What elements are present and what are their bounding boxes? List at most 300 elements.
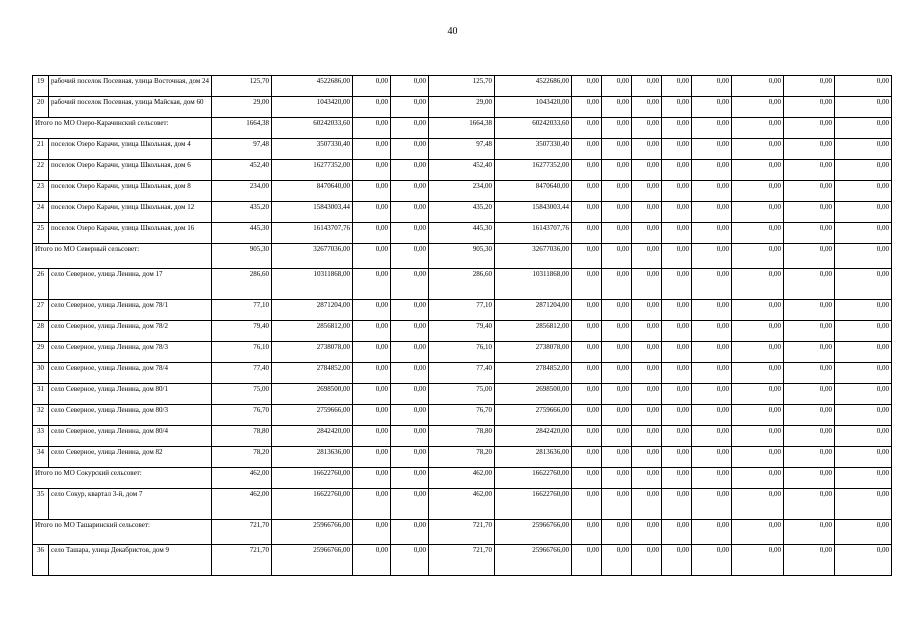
value-cell: 0,00 [662, 269, 692, 300]
value-cell: 0,00 [835, 545, 892, 576]
value-cell: 77,40 [429, 363, 495, 384]
value-cell: 0,00 [391, 76, 429, 97]
value-cell: 2813636,00 [272, 447, 353, 468]
value-cell: 0,00 [692, 223, 732, 244]
value-cell: 0,00 [732, 520, 784, 545]
value-cell: 234,00 [429, 181, 495, 202]
row-number: 36 [33, 545, 49, 576]
value-cell: 0,00 [572, 139, 602, 160]
row-number: 32 [33, 405, 49, 426]
value-cell: 0,00 [602, 269, 632, 300]
value-cell: 0,00 [632, 405, 662, 426]
value-cell: 0,00 [391, 468, 429, 489]
value-cell: 0,00 [391, 269, 429, 300]
address-cell: рабочий поселок Посевная, улица Майская, дом 60 [49, 97, 212, 118]
address-cell: поселок Озеро Карачи, улица Школьная, дом 16 [49, 223, 212, 244]
value-cell: 0,00 [732, 447, 784, 468]
value-cell: 0,00 [391, 97, 429, 118]
table-row [33, 489, 892, 520]
value-cell: 0,00 [391, 321, 429, 342]
value-cell: 3507330,40 [495, 139, 572, 160]
value-cell: 0,00 [692, 76, 732, 97]
value-cell: 76,10 [429, 342, 495, 363]
value-cell: 286,60 [429, 269, 495, 300]
value-cell: 0,00 [572, 520, 602, 545]
row-number: 28 [33, 321, 49, 342]
value-cell: 2784852,00 [495, 363, 572, 384]
value-cell: 0,00 [835, 447, 892, 468]
value-cell: 0,00 [353, 520, 391, 545]
value-cell: 0,00 [692, 384, 732, 405]
value-cell: 721,70 [212, 545, 272, 576]
value-cell: 0,00 [353, 76, 391, 97]
value-cell: 0,00 [732, 160, 784, 181]
value-cell: 0,00 [692, 139, 732, 160]
value-cell: 0,00 [632, 300, 662, 321]
value-cell: 2871204,00 [272, 300, 353, 321]
value-cell: 0,00 [732, 342, 784, 363]
table-row [33, 426, 892, 447]
value-cell: 76,10 [212, 342, 272, 363]
value-cell: 0,00 [353, 97, 391, 118]
value-cell: 0,00 [632, 160, 662, 181]
value-cell: 0,00 [632, 545, 662, 576]
value-cell: 78,20 [429, 447, 495, 468]
value-cell: 0,00 [353, 139, 391, 160]
value-cell: 78,80 [212, 426, 272, 447]
value-cell: 0,00 [391, 300, 429, 321]
value-cell: 10311868,00 [495, 269, 572, 300]
value-cell: 0,00 [353, 447, 391, 468]
value-cell: 0,00 [784, 202, 835, 223]
value-cell: 60242033,60 [495, 118, 572, 139]
value-cell: 16277352,00 [272, 160, 353, 181]
value-cell: 0,00 [632, 223, 662, 244]
value-cell: 0,00 [602, 118, 632, 139]
value-cell: 0,00 [784, 300, 835, 321]
value-cell: 0,00 [784, 342, 835, 363]
value-cell: 0,00 [662, 244, 692, 269]
value-cell: 0,00 [391, 384, 429, 405]
value-cell: 0,00 [835, 223, 892, 244]
row-number: 35 [33, 489, 49, 520]
value-cell: 0,00 [632, 426, 662, 447]
value-cell: 445,30 [212, 223, 272, 244]
value-cell: 1043420,00 [495, 97, 572, 118]
value-cell: 721,70 [212, 520, 272, 545]
value-cell: 16622760,00 [495, 489, 572, 520]
value-cell: 0,00 [391, 342, 429, 363]
value-cell: 0,00 [353, 202, 391, 223]
table-row [33, 300, 892, 321]
table-row [33, 97, 892, 118]
value-cell: 0,00 [662, 181, 692, 202]
value-cell: 0,00 [391, 160, 429, 181]
value-cell: 125,70 [429, 76, 495, 97]
value-cell: 721,70 [429, 545, 495, 576]
value-cell: 0,00 [784, 244, 835, 269]
value-cell: 0,00 [391, 426, 429, 447]
value-cell: 0,00 [692, 520, 732, 545]
value-cell: 0,00 [353, 321, 391, 342]
value-cell: 0,00 [602, 202, 632, 223]
value-cell: 60242033,60 [272, 118, 353, 139]
value-cell: 0,00 [662, 118, 692, 139]
value-cell: 0,00 [602, 97, 632, 118]
value-cell: 78,80 [429, 426, 495, 447]
value-cell: 0,00 [353, 545, 391, 576]
value-cell: 0,00 [732, 118, 784, 139]
value-cell: 0,00 [662, 468, 692, 489]
subtotal-label: Итого по МО Северный сельсовет: [33, 244, 212, 269]
value-cell: 32677036,00 [495, 244, 572, 269]
address-cell: село Северное, улица Ленина, дом 82 [49, 447, 212, 468]
table-row [33, 202, 892, 223]
value-cell: 0,00 [572, 468, 602, 489]
value-cell: 0,00 [692, 447, 732, 468]
value-cell: 0,00 [662, 202, 692, 223]
value-cell: 0,00 [732, 97, 784, 118]
row-number: 29 [33, 342, 49, 363]
value-cell: 0,00 [632, 244, 662, 269]
value-cell: 97,48 [212, 139, 272, 160]
value-cell: 0,00 [662, 520, 692, 545]
value-cell: 0,00 [391, 244, 429, 269]
value-cell: 0,00 [662, 321, 692, 342]
value-cell: 0,00 [692, 405, 732, 426]
value-cell: 0,00 [572, 321, 602, 342]
value-cell: 2698500,00 [272, 384, 353, 405]
value-cell: 0,00 [732, 363, 784, 384]
value-cell: 3507330,40 [272, 139, 353, 160]
value-cell: 2842420,00 [272, 426, 353, 447]
table-row [33, 76, 892, 97]
value-cell: 0,00 [353, 223, 391, 244]
table-row [33, 447, 892, 468]
value-cell: 0,00 [572, 342, 602, 363]
value-cell: 0,00 [732, 405, 784, 426]
value-cell: 0,00 [602, 342, 632, 363]
value-cell: 0,00 [662, 223, 692, 244]
table-row [33, 223, 892, 244]
value-cell: 0,00 [835, 321, 892, 342]
value-cell: 2856812,00 [272, 321, 353, 342]
value-cell: 0,00 [391, 139, 429, 160]
value-cell: 0,00 [662, 545, 692, 576]
value-cell: 0,00 [835, 269, 892, 300]
value-cell: 75,00 [212, 384, 272, 405]
value-cell: 0,00 [835, 202, 892, 223]
value-cell: 0,00 [353, 342, 391, 363]
value-cell: 0,00 [391, 223, 429, 244]
value-cell: 0,00 [572, 426, 602, 447]
value-cell: 2738078,00 [272, 342, 353, 363]
value-cell: 0,00 [572, 384, 602, 405]
value-cell: 0,00 [692, 489, 732, 520]
value-cell: 286,60 [212, 269, 272, 300]
value-cell: 0,00 [602, 520, 632, 545]
value-cell: 0,00 [572, 118, 602, 139]
value-cell: 0,00 [572, 489, 602, 520]
value-cell: 0,00 [572, 244, 602, 269]
value-cell: 0,00 [662, 447, 692, 468]
table-row [33, 139, 892, 160]
value-cell: 0,00 [353, 384, 391, 405]
value-cell: 0,00 [732, 489, 784, 520]
housing-table [32, 75, 892, 576]
value-cell: 0,00 [835, 342, 892, 363]
value-cell: 0,00 [835, 76, 892, 97]
value-cell: 0,00 [692, 545, 732, 576]
address-cell: поселок Озеро Карачи, улица Школьная, дом 12 [49, 202, 212, 223]
value-cell: 77,40 [212, 363, 272, 384]
row-number: 21 [33, 139, 49, 160]
value-cell: 435,20 [429, 202, 495, 223]
value-cell: 76,70 [429, 405, 495, 426]
value-cell: 0,00 [732, 202, 784, 223]
value-cell: 0,00 [784, 139, 835, 160]
table-row [33, 269, 892, 300]
row-number: 20 [33, 97, 49, 118]
value-cell: 0,00 [732, 426, 784, 447]
row-number: 25 [33, 223, 49, 244]
table-row [33, 342, 892, 363]
value-cell: 0,00 [732, 223, 784, 244]
value-cell: 15843003,44 [272, 202, 353, 223]
value-cell: 0,00 [732, 139, 784, 160]
value-cell: 0,00 [732, 384, 784, 405]
value-cell: 0,00 [662, 363, 692, 384]
value-cell: 0,00 [572, 269, 602, 300]
value-cell: 0,00 [572, 447, 602, 468]
address-cell: село Северное, улица Ленина, дом 17 [49, 269, 212, 300]
value-cell: 0,00 [835, 118, 892, 139]
value-cell: 0,00 [602, 384, 632, 405]
value-cell: 0,00 [692, 342, 732, 363]
value-cell: 0,00 [391, 489, 429, 520]
value-cell: 0,00 [602, 76, 632, 97]
table-row [33, 160, 892, 181]
value-cell: 25966766,00 [495, 520, 572, 545]
value-cell: 0,00 [353, 160, 391, 181]
value-cell: 0,00 [662, 160, 692, 181]
row-number: 24 [33, 202, 49, 223]
subtotal-row [33, 468, 892, 489]
value-cell: 445,30 [429, 223, 495, 244]
value-cell: 0,00 [784, 545, 835, 576]
value-cell: 0,00 [353, 468, 391, 489]
value-cell: 905,30 [429, 244, 495, 269]
value-cell: 0,00 [692, 181, 732, 202]
value-cell: 0,00 [692, 118, 732, 139]
value-cell: 462,00 [429, 489, 495, 520]
row-number: 26 [33, 269, 49, 300]
value-cell: 0,00 [391, 118, 429, 139]
value-cell: 8470640,00 [495, 181, 572, 202]
value-cell: 0,00 [692, 300, 732, 321]
value-cell: 77,10 [212, 300, 272, 321]
value-cell: 25966766,00 [495, 545, 572, 576]
address-cell: село Северное, улица Ленина, дом 80/1 [49, 384, 212, 405]
value-cell: 0,00 [602, 139, 632, 160]
row-number: 22 [33, 160, 49, 181]
value-cell: 0,00 [602, 321, 632, 342]
value-cell: 0,00 [732, 76, 784, 97]
value-cell: 0,00 [784, 363, 835, 384]
value-cell: 4522686,00 [495, 76, 572, 97]
row-number: 33 [33, 426, 49, 447]
value-cell: 16143707,76 [495, 223, 572, 244]
address-cell: село Северное, улица Ленина, дом 78/3 [49, 342, 212, 363]
value-cell: 10311868,00 [272, 269, 353, 300]
table-row [33, 181, 892, 202]
value-cell: 0,00 [632, 342, 662, 363]
value-cell: 16622760,00 [495, 468, 572, 489]
value-cell: 15843003,44 [495, 202, 572, 223]
value-cell: 0,00 [784, 468, 835, 489]
value-cell: 76,70 [212, 405, 272, 426]
value-cell: 0,00 [784, 223, 835, 244]
value-cell: 0,00 [602, 468, 632, 489]
value-cell: 0,00 [732, 244, 784, 269]
value-cell: 0,00 [784, 520, 835, 545]
value-cell: 0,00 [732, 468, 784, 489]
value-cell: 0,00 [353, 244, 391, 269]
value-cell: 0,00 [692, 97, 732, 118]
value-cell: 16622760,00 [272, 468, 353, 489]
value-cell: 0,00 [602, 447, 632, 468]
address-cell: поселок Озеро Карачи, улица Школьная, дом 8 [49, 181, 212, 202]
value-cell: 25966766,00 [272, 520, 353, 545]
value-cell: 0,00 [632, 468, 662, 489]
value-cell: 0,00 [353, 118, 391, 139]
value-cell: 77,10 [429, 300, 495, 321]
value-cell: 2698500,00 [495, 384, 572, 405]
address-cell: поселок Озеро Карачи, улица Школьная, дом 6 [49, 160, 212, 181]
value-cell: 0,00 [572, 405, 602, 426]
value-cell: 721,70 [429, 520, 495, 545]
value-cell: 0,00 [662, 97, 692, 118]
value-cell: 0,00 [692, 363, 732, 384]
value-cell: 435,20 [212, 202, 272, 223]
value-cell: 29,00 [429, 97, 495, 118]
value-cell: 2784852,00 [272, 363, 353, 384]
value-cell: 0,00 [391, 405, 429, 426]
value-cell: 16277352,00 [495, 160, 572, 181]
value-cell: 8470640,00 [272, 181, 353, 202]
address-cell: поселок Озеро Карачи, улица Школьная, дом 4 [49, 139, 212, 160]
value-cell: 452,40 [429, 160, 495, 181]
value-cell: 0,00 [692, 202, 732, 223]
row-number: 27 [33, 300, 49, 321]
value-cell: 1664,38 [212, 118, 272, 139]
address-cell: рабочий поселок Посевная, улица Восточная, дом 24 [49, 76, 212, 97]
value-cell: 0,00 [662, 342, 692, 363]
value-cell: 0,00 [572, 300, 602, 321]
address-cell: село Северное, улица Ленина, дом 78/2 [49, 321, 212, 342]
value-cell: 0,00 [353, 426, 391, 447]
value-cell: 0,00 [732, 321, 784, 342]
subtotal-row [33, 244, 892, 269]
value-cell: 0,00 [602, 545, 632, 576]
value-cell: 2856812,00 [495, 321, 572, 342]
value-cell: 1043420,00 [272, 97, 353, 118]
value-cell: 0,00 [784, 160, 835, 181]
value-cell: 0,00 [784, 384, 835, 405]
value-cell: 0,00 [732, 181, 784, 202]
value-cell: 0,00 [784, 118, 835, 139]
value-cell: 0,00 [602, 405, 632, 426]
value-cell: 16622760,00 [272, 489, 353, 520]
value-cell: 0,00 [632, 520, 662, 545]
value-cell: 2871204,00 [495, 300, 572, 321]
subtotal-row [33, 520, 892, 545]
value-cell: 0,00 [632, 97, 662, 118]
value-cell: 16143707,76 [272, 223, 353, 244]
value-cell: 0,00 [662, 426, 692, 447]
value-cell: 4522686,00 [272, 76, 353, 97]
value-cell: 462,00 [212, 468, 272, 489]
value-cell: 0,00 [692, 321, 732, 342]
value-cell: 0,00 [662, 139, 692, 160]
value-cell: 462,00 [212, 489, 272, 520]
value-cell: 0,00 [784, 97, 835, 118]
value-cell: 2813636,00 [495, 447, 572, 468]
value-cell: 0,00 [602, 244, 632, 269]
value-cell: 0,00 [632, 269, 662, 300]
value-cell: 0,00 [353, 489, 391, 520]
value-cell: 0,00 [602, 300, 632, 321]
table-row [33, 545, 892, 576]
value-cell: 0,00 [692, 468, 732, 489]
table-row [33, 321, 892, 342]
value-cell: 0,00 [572, 545, 602, 576]
value-cell: 0,00 [835, 520, 892, 545]
row-number: 34 [33, 447, 49, 468]
address-cell: село Северное, улица Ленина, дом 78/1 [49, 300, 212, 321]
value-cell: 0,00 [353, 363, 391, 384]
value-cell: 0,00 [784, 426, 835, 447]
subtotal-label: Итого по МО Ташаринский сельсовет: [33, 520, 212, 545]
value-cell: 0,00 [692, 269, 732, 300]
value-cell: 0,00 [602, 489, 632, 520]
value-cell: 0,00 [784, 269, 835, 300]
value-cell: 0,00 [784, 181, 835, 202]
subtotal-label: Итого по МО Озеро-Карачинский сельсовет: [33, 118, 212, 139]
value-cell: 0,00 [835, 468, 892, 489]
value-cell: 0,00 [391, 202, 429, 223]
value-cell: 905,30 [212, 244, 272, 269]
value-cell: 0,00 [632, 489, 662, 520]
value-cell: 0,00 [632, 384, 662, 405]
value-cell: 0,00 [835, 300, 892, 321]
value-cell: 0,00 [835, 181, 892, 202]
value-cell: 0,00 [353, 181, 391, 202]
value-cell: 1664,38 [429, 118, 495, 139]
value-cell: 0,00 [391, 447, 429, 468]
value-cell: 0,00 [732, 300, 784, 321]
value-cell: 0,00 [572, 223, 602, 244]
value-cell: 0,00 [632, 202, 662, 223]
value-cell: 0,00 [602, 426, 632, 447]
table-row [33, 384, 892, 405]
subtotal-label: Итого по МО Сокурский сельсовет: [33, 468, 212, 489]
value-cell: 0,00 [353, 405, 391, 426]
value-cell: 0,00 [835, 426, 892, 447]
value-cell: 0,00 [835, 489, 892, 520]
value-cell: 0,00 [602, 181, 632, 202]
table-row [33, 363, 892, 384]
